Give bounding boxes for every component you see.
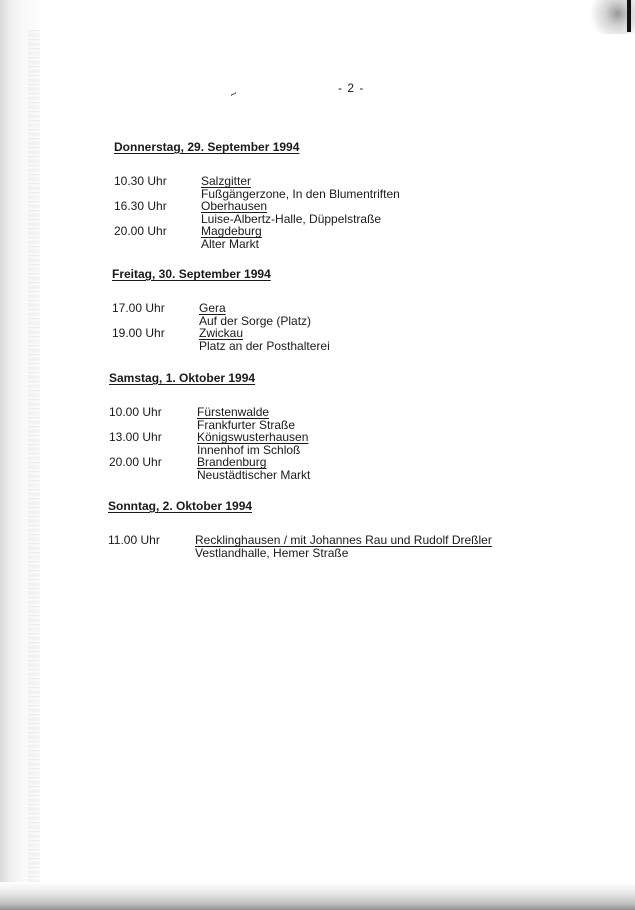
event-entry [112, 301, 312, 328]
page-number: - 2 - [338, 81, 365, 95]
event-time: 20.00 Uhr [114, 224, 167, 238]
event-city: Königswusterhausen [197, 430, 309, 444]
event-time: 20.00 Uhr [109, 455, 162, 469]
event-time: 19.00 Uhr [112, 326, 165, 340]
event-venue: Neustädtischer Markt [197, 468, 311, 482]
event-entry [112, 326, 330, 353]
event-city: Fürstenwalde [197, 405, 270, 419]
event-venue: Platz an der Posthalterei [199, 339, 330, 353]
day-heading: Samstag, 1. Oktober 1994 [109, 371, 256, 385]
event-city: Magdeburg [201, 224, 262, 238]
day-section-saturday [109, 371, 311, 482]
event-city: Recklinghausen / mit Johannes Rau und Rudolf Dreßler [195, 533, 492, 547]
event-entry [114, 224, 299, 249]
event-entry [114, 199, 382, 226]
pen-mark: ~ [226, 86, 241, 102]
event-entry [108, 533, 492, 560]
event-city: Salzgitter [201, 174, 252, 188]
event-venue: Alter Markt [201, 237, 260, 251]
scan-edge-bar [627, 0, 631, 32]
day-section-friday [112, 267, 330, 353]
event-time: 16.30 Uhr [114, 199, 167, 213]
event-city: Brandenburg [197, 455, 267, 469]
day-heading: Sonntag, 2. Oktober 1994 [108, 499, 253, 513]
event-time: 13.00 Uhr [109, 430, 162, 444]
scan-left-edge [0, 0, 46, 910]
event-guests: / mit Johannes Rau und Rudolf Dreßler [280, 533, 492, 547]
day-section-thursday [114, 140, 400, 251]
event-venue: Frankfurter Straße [197, 418, 296, 432]
day-heading: Freitag, 30. September 1994 [112, 267, 271, 281]
event-entry [109, 430, 309, 457]
event-entry [114, 174, 400, 201]
event-time: 10.30 Uhr [114, 174, 167, 188]
event-venue: Innenhof im Schloß [197, 443, 301, 457]
event-venue: Auf der Sorge (Platz) [199, 314, 312, 328]
day-section-sunday [108, 499, 492, 560]
event-time: 11.00 Uhr [108, 533, 160, 547]
event-venue: Fußgängerzone, In den Blumentriften [201, 187, 400, 201]
event-venue: Vestlandhalle, Hemer Straße [195, 546, 349, 560]
event-time: 17.00 Uhr [112, 301, 165, 315]
event-entry [109, 455, 311, 482]
event-city: Oberhausen [201, 199, 268, 213]
event-city: Zwickau [199, 326, 244, 340]
scan-bottom-edge [0, 882, 635, 910]
event-entry [109, 405, 296, 432]
day-heading: Donnerstag, 29. September 1994 [114, 140, 300, 154]
event-city: Gera [199, 301, 226, 315]
event-venue: Luise-Albertz-Halle, Düppelstraße [201, 212, 382, 226]
event-time: 10.00 Uhr [109, 405, 162, 419]
